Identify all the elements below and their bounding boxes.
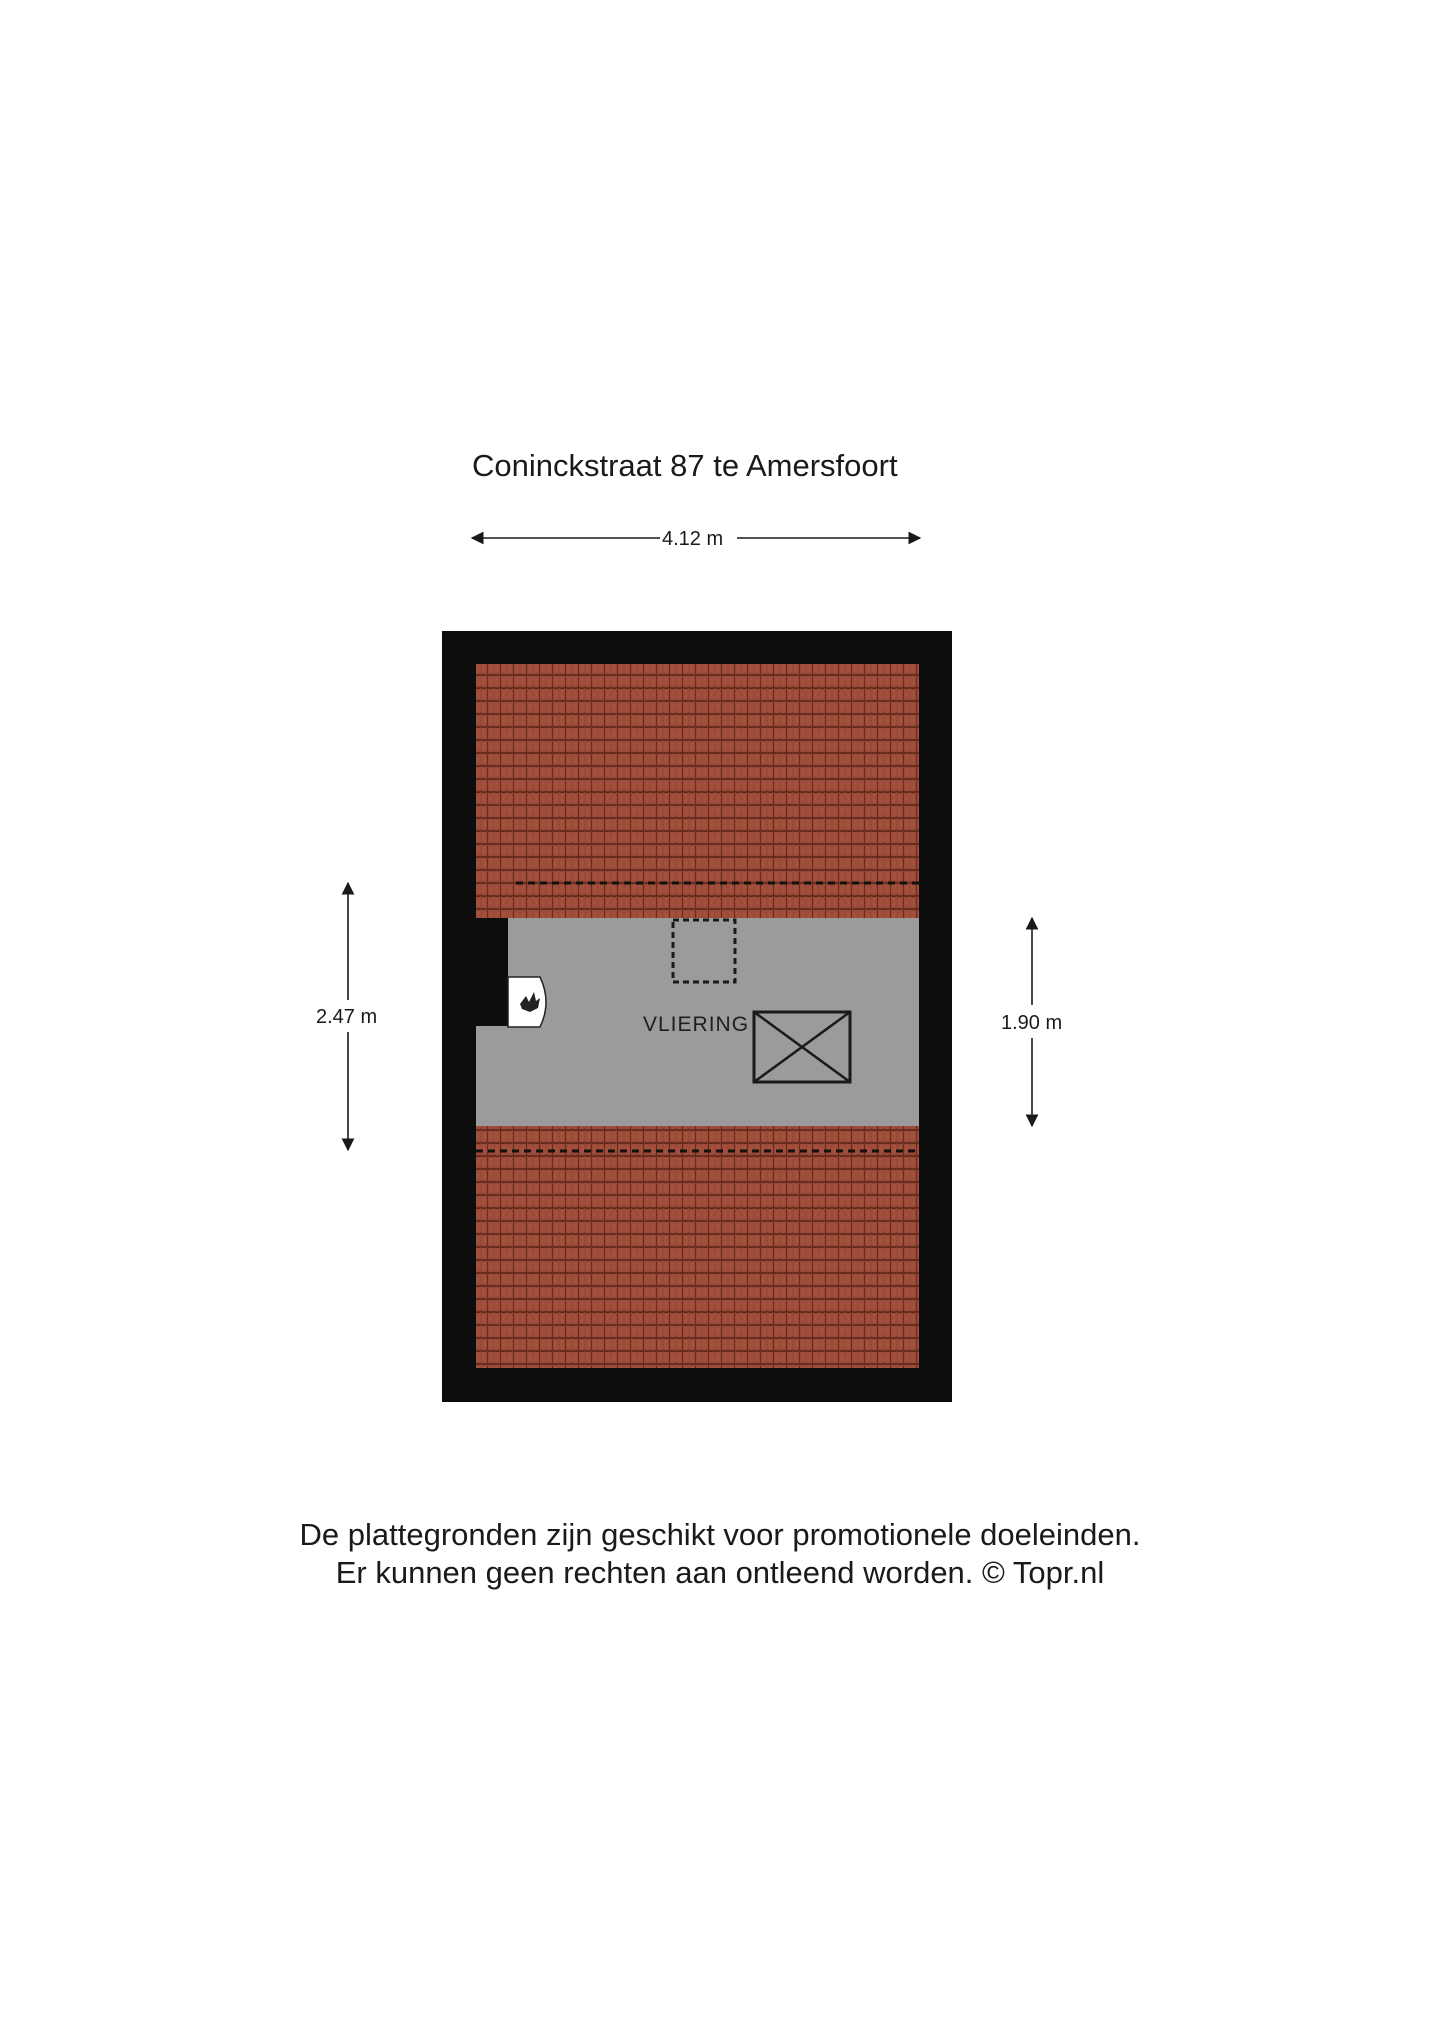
disclaimer [0,1516,1440,1592]
chimney [508,977,546,1027]
right-height-dimension-label: 1.90 m [1001,1012,1063,1034]
disclaimer-line-1: De plattegronden zijn geschikt voor promotionele doeleinden. [299,1517,1141,1552]
disclaimer-line-2: Er kunnen geen rechten aan ontleend worden. © Topr.nl [335,1555,1105,1590]
left-height-dimension-label: 2.47 m [316,1006,378,1028]
wall-notch [476,918,508,1026]
width-dimension-label: 4.12 m [662,528,724,550]
roof-top [476,664,919,918]
roof-bottom [476,1126,919,1368]
page-title: Coninckstraat 87 te Amersfoort [472,448,898,483]
room-label-vliering: VLIERING [643,1013,750,1036]
